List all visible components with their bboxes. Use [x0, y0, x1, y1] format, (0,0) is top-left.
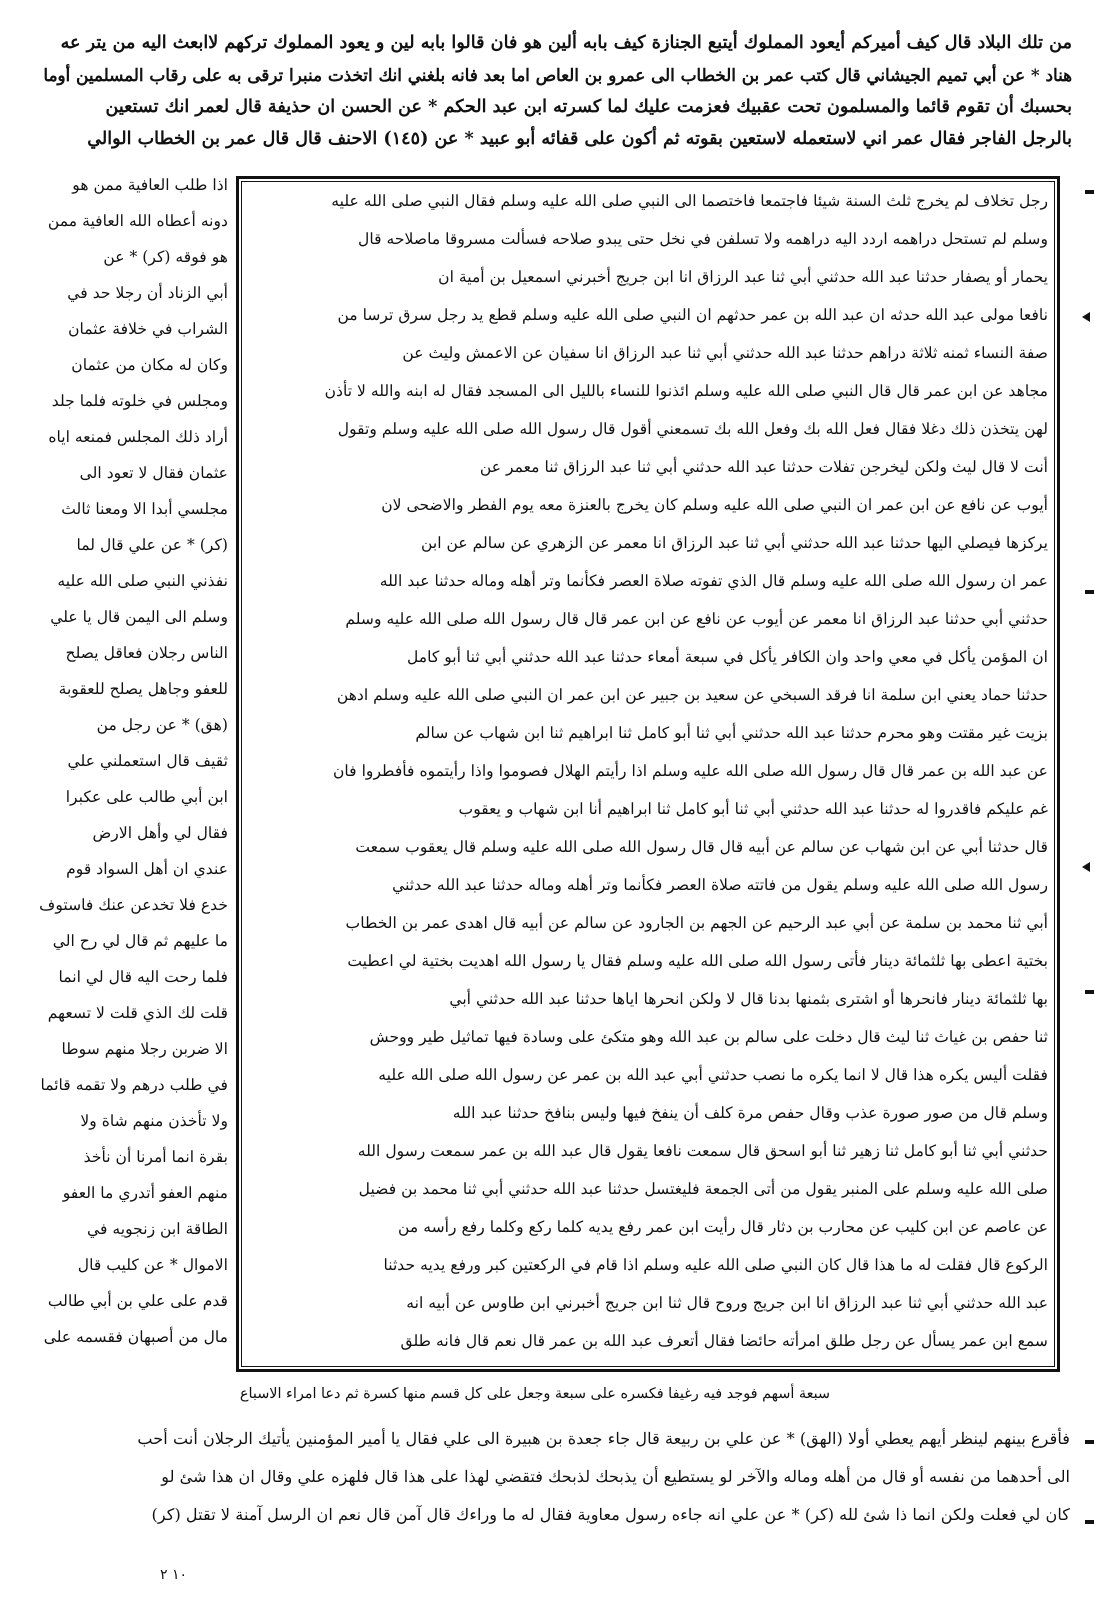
margin-text-line: عثمان فقال لا تعود الى: [79, 464, 228, 482]
margin-text-line: بقرة انما أمرنا أن نأخذ: [83, 1148, 228, 1166]
scan-edge-triangle: [1082, 862, 1090, 872]
margin-text-line: الا ضربن رجلا منهم سوطا: [61, 1040, 228, 1058]
margin-text-line: الطاقة ابن زنجويه في: [87, 1220, 228, 1238]
margin-text-line: الاموال * عن كليب قال: [77, 1256, 228, 1274]
margin-text-line: نفذني النبي صلى الله عليه: [57, 572, 228, 590]
footer-text-line: الى أحدهما من نفسه أو قال من أهله وماله والآخر لو يستطيع أن يذبحك لذبحك فتقضي لهذا على هذا قال فلهزه علي وقال ان هذا شئ لو: [161, 1467, 1070, 1486]
margin-text-line: وسلم الى اليمن قال يا علي: [50, 608, 228, 626]
margin-text-line: ما عليهم ثم قال لي رح الي: [52, 932, 228, 950]
main-text-line: وسلم لم تستحل دراهمه اردد اليه دراهمه ولا تسلفن في نخل حتى يبدو صلاحه فسألت مسروقا ماصلاحه قال: [358, 230, 1048, 248]
main-text-line: صلى الله عليه وسلم على المنبر يقول من أتى الجمعة فليغتسل حدثنا عبد الله حدثني أبي ثنا محمد بن فضيل: [358, 1180, 1048, 1198]
margin-text-line: في طلب درهم ولا تقمه قائما: [40, 1076, 228, 1094]
header-line: هناد * عن أبي تميم الجيشاني قال كتب عمر بن الخطاب الى عمرو بن العاص اما بعد فانه بلغني انك اتخذت منبرا ترقى به على رقاب المسلمين أوما: [43, 65, 1072, 85]
margin-continuation-line: سبعة أسهم فوجد فيه رغيفا فكسره على سبعة وجعل على كل قسم منها كسرة ثم دعا امراء الاسباع: [239, 1386, 830, 1402]
main-text-line: يحمار أو يصفار حدثنا عبد الله حدثني أبي ثنا عبد الرزاق انا ابن جريج أخبرني اسمعيل بن أمية ان: [438, 268, 1048, 286]
header-line: من تلك البلاد قال كيف أميركم أيعود المملوك أيتبع الجنازة كيف بابه ألين هو فان قالوا بابه لين و يعود المملوك تركهم لاابعث اليه من يتر عه: [60, 32, 1072, 53]
main-text-line: رجل تخلاف لم يخرج ثلث السنة شيئا فاجتمعا فاختصما الى النبي صلى الله عليه وسلم فقال النبي صلى الله عليه: [331, 192, 1048, 210]
main-text-line: غم عليكم فاقدروا له حدثنا عبد الله حدثني أبي ثنا أبو كامل ثنا ابراهيم أنا ابن شهاب و يعقوب: [458, 800, 1048, 818]
main-text-line: نافعا مولى عبد الله حدثه ان عبد الله بن عمر حدثهم ان النبي صلى الله عليه وسلم قطع يد رجل سرق ترسا من: [337, 306, 1048, 324]
main-text-line: صفة النساء ثمنه ثلاثة دراهم حدثنا عبد الله حدثني أبي ثنا عبد الرزاق انا سفيان عن الاعمش وليث عن: [402, 344, 1048, 362]
header-line: بحسبك أن تقوم قائما والمسلمون تحت عقبيك فعزمت عليك لما كسرته ابن عبد الحكم * عن الحسن ان حذيفة قال لعمر انك تستعين: [105, 96, 1072, 117]
margin-text-line: ومجلس في خلوته فلما جلد: [51, 392, 228, 410]
scan-edge-mark: [1085, 1520, 1094, 1524]
main-text-line: فقلت أليس يكره هذا قال لا انما يكره ما نصب حدثني أبي عبد الله بن عمر عن رسول الله صلى الله عليه: [378, 1066, 1048, 1084]
main-text-line: ثنا حفص بن غياث ثنا ليث قال دخلت على سالم بن عبد الله وهو متكئ على وسادة فيها تماثيل طير ووحش: [369, 1028, 1048, 1046]
margin-text-line: قلت لك الذي قلت لا تسعهم: [47, 1004, 228, 1022]
margin-text-line: فقال لي وأهل الارض: [92, 824, 228, 842]
margin-text-line: خدع فلا تخدعن عنك فاستوف: [39, 896, 228, 914]
margin-text-line: أراد ذلك المجلس فمنعه اياه: [48, 428, 228, 446]
main-text-line: ان المؤمن يأكل في معي واحد وان الكافر يأكل في سبعة أمعاء حدثنا عبد الله حدثني أبي ثنا أبو كامل: [406, 648, 1048, 666]
scan-edge-triangle: [1082, 312, 1090, 322]
main-text-line: عن عبد الله بن عمر قال قال رسول الله صلى الله عليه وسلم اذا رأيتم الهلال فصوموا واذا رأيتموه فأفطروا فان: [332, 762, 1048, 780]
footer-text-line: كان لي فعلت ولكن انما ذا شئ لله (كر) * عن علي انه جاءه رسول معاوية فقال له ما وراءك قال آمن قال نعم ان الرسل آمنة لا تقتل (كر): [151, 1505, 1070, 1524]
main-text-line: وسلم قال من صور صورة عذب وقال حفص مرة كلف أن ينفخ فيها وليس بنافخ حدثنا عبد الله: [452, 1104, 1048, 1122]
margin-text-line: دونه أعطاه الله العافية ممن: [47, 212, 228, 230]
header-line: بالرجل الفاجر فقال عمر اني لاستعمله لاستعين بقوته ثم أكون على قفائه أبو عبيد * عن (١٤٥) الاحنف قال قال عمر بن الخطاب الوالي: [87, 128, 1072, 149]
scan-edge-mark: [1085, 990, 1094, 994]
main-text-line: يركزها فيصلي اليها حدثنا عبد الله حدثني أبي ثنا عبد الرزاق انا معمر عن الزهري عن سالم عن ابن: [421, 534, 1048, 552]
main-text-line: حدثني أبي ثنا أبو كامل ثنا زهير ثنا أبو اسحق قال سمعت نافعا يقول قال عبد الله بن عمر سمعت رسول الله: [357, 1142, 1048, 1160]
margin-text-line: اذا طلب العافية ممن هو: [72, 176, 228, 194]
margin-text-line: للعفو وجاهل يصلح للعقوبة: [58, 680, 228, 698]
main-text-line: مجاهد عن ابن عمر قال قال النبي صلى الله عليه وسلم ائذنوا للنساء بالليل الى المسجد فقال له ابنه والله لا تأذن: [324, 382, 1048, 400]
margin-text-line: ولا تأخذن منهم شاة ولا: [80, 1112, 228, 1130]
main-text-line: لهن يتخذن ذلك دغلا فقال فعل الله بك وفعل الله بك تسمعني أقول قال رسول الله صلى الله عليه وسلم وتقول: [337, 420, 1048, 438]
main-text-line: الركوع قال فقلت له ما هذا قال كان النبي صلى الله عليه وسلم اذا قام في الركعتين كبر ورفع يديه حدثنا: [383, 1256, 1048, 1274]
margin-text-line: عندي ان أهل السواد قوم: [66, 860, 228, 878]
main-text-line: بزيت غير مقتت وهو محرم حدثنا عبد الله حدثني أبي ثنا أبو كامل ثنا ابراهيم ثنا ابن شهاب عن سالم: [415, 724, 1048, 742]
main-text-line: أنت لا قال ليث ولكن ليخرجن تفلات حدثنا عبد الله حدثني أبي ثنا عبد الرزاق ثنا معمر عن: [479, 458, 1048, 476]
main-text-line: أيوب عن نافع عن ابن عمر ان النبي صلى الله عليه وسلم كان يخرج بالعنزة معه يوم الفطر والاضحى لان: [381, 496, 1048, 514]
margin-text-line: أبي الزناد أن رجلا حد في: [67, 284, 228, 302]
main-text-line: أبي ثنا محمد بن سلمة عن أبي عبد الرحيم عن الجهم بن الجارود عن سالم عن أبيه قال اهدى عمر بن الخطاب: [345, 914, 1048, 932]
margin-text-line: ابن أبي طالب على عكبرا: [65, 788, 228, 806]
margin-text-line: (كر) * عن علي قال لما: [76, 536, 228, 554]
main-text-line: سمع ابن عمر يسأل عن رجل طلق امرأته حائضا فقال أتعرف عبد الله بن عمر قال نعم قال فانه طلق: [400, 1332, 1048, 1350]
main-text-line: بها ثلثمائة دينار فانحرها أو اشترى بثمنها بدنا قال لا ولكن انحرها اياها حدثنا عبد الله حدثني أبي: [449, 990, 1048, 1008]
margin-text-line: هو فوقه (كر) * عن: [103, 248, 228, 266]
scan-edge-mark: [1085, 1440, 1094, 1444]
margin-text-line: مجلسي أبدا الا ومعنا ثالث: [61, 500, 228, 518]
margin-text-line: مال من أصبهان فقسمه على: [43, 1328, 228, 1346]
main-text-line: عن عاصم عن ابن كليب عن محارب بن دثار قال رأيت ابن عمر رفع يديه كلما ركع وكلما رفع رأسه من: [398, 1218, 1048, 1236]
scan-edge-mark: [1085, 590, 1094, 594]
footer-text-line: فأقرع بينهم لينظر أيهم يعطي أولا (الهق) * عن علي بن ربيعة قال جاء جعدة بن هبيرة الى علي فقال يا أمير المؤمنين يأتيك الرجلان أنت أحب: [137, 1429, 1070, 1448]
main-text-line: حدثنا حماد يعني ابن سلمة انا فرقد السبخي عن سعيد بن جبير عن ابن عمر ان النبي صلى الله عليه وسلم ادهن: [336, 686, 1048, 704]
margin-text-line: قدم على علي بن أبي طالب: [47, 1292, 228, 1310]
main-text-line: حدثني أبي حدثنا عبد الرزاق انا معمر عن أيوب عن نافع عن ابن عمر قال قال رسول الله صلى الله عليه وسلم: [345, 610, 1048, 628]
margin-text-line: الشراب في خلافة عثمان: [68, 320, 228, 338]
margin-text-line: منهم العفو أتدري ما العفو: [62, 1184, 228, 1202]
main-text-line: عمر ان رسول الله صلى الله عليه وسلم قال الذي تفوته صلاة العصر فكأنما وتر أهله وماله حدثنا عبد الله: [379, 572, 1048, 590]
main-text-line: رسول الله صلى الله عليه وسلم يقول من فاتته صلاة العصر فكأنما وتر أهله وماله حدثنا عبد الله حدثني: [392, 876, 1048, 894]
margin-text-line: الناس رجلان فعاقل يصلح: [65, 644, 228, 662]
margin-text-line: وكان له مكان من عثمان: [71, 356, 228, 374]
main-text-line: عبد الله حدثني أبي ثنا عبد الرزاق انا ابن جريج وروح قال ثنا ابن جريج أخبرني ابن طاوس عن أبيه انه: [406, 1294, 1048, 1312]
margin-text-line: ثقيف قال استعملني علي: [67, 752, 228, 770]
main-text-line: بختية اعطى بها ثلثمائة دينار فأتى رسول الله صلى الله عليه وسلم فقال يا رسول الله اهديت بختية لي اعطيت: [347, 952, 1048, 970]
margin-text-line: فلما رحت اليه قال لي انما: [58, 968, 228, 986]
main-text-line: قال حدثنا أبي عن ابن شهاب عن سالم عن أبيه قال قال رسول الله صلى الله عليه وسلم قال يعقوب سمعت: [355, 838, 1048, 856]
scan-edge-mark: [1085, 190, 1094, 194]
margin-text-line: (هق) * عن رجل من: [96, 716, 228, 734]
page-number: ١٠ ٢: [160, 1567, 188, 1583]
